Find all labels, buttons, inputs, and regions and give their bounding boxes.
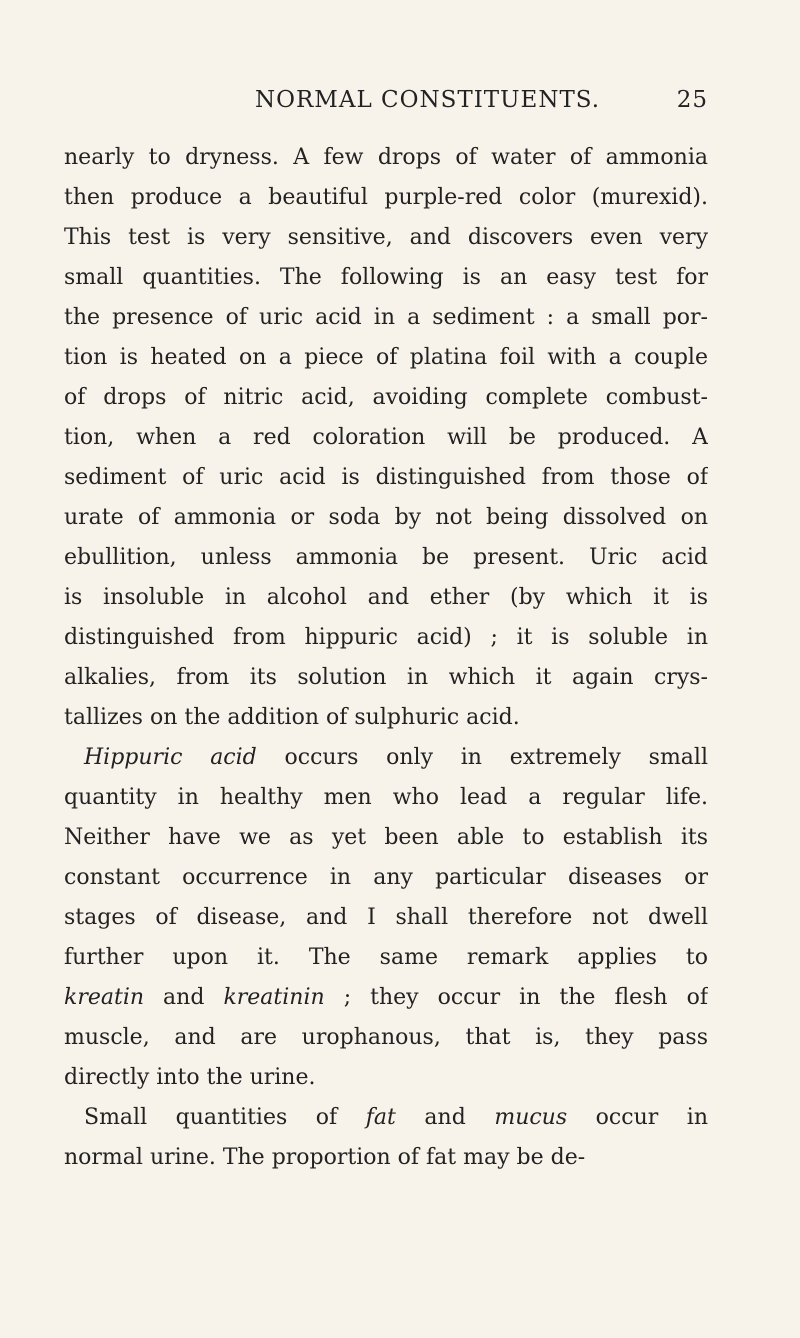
- text-segment: urate of ammonia or soda by not being dissolved on: [64, 505, 708, 530]
- text-line: [64, 898, 708, 938]
- text-segment: nearly to dryness. A few drops of water of ammonia: [64, 145, 708, 170]
- text-line: [64, 298, 708, 338]
- text-line: [64, 218, 708, 258]
- text-segment: tallizes on the addition of sulphuric acid.: [64, 705, 520, 730]
- text-line: [64, 858, 708, 898]
- text-line: [64, 818, 708, 858]
- text-segment: directly into the urine.: [64, 1065, 316, 1090]
- text-segment: and: [395, 1105, 495, 1130]
- text-segment: ebullition, unless ammonia be present. Uric acid: [64, 545, 708, 570]
- text-line: [64, 778, 708, 818]
- text-segment: Small quantities of: [84, 1105, 366, 1130]
- text-line: [64, 618, 708, 658]
- text-segment: then produce a beautiful purple-red color (murexid).: [64, 185, 708, 210]
- italic-term: fat: [365, 1105, 396, 1130]
- text-segment: sediment of uric acid is distinguished from those of: [64, 465, 708, 490]
- text-line: [64, 418, 708, 458]
- text-line: [64, 538, 708, 578]
- page-number: 25: [676, 87, 708, 113]
- text-line: [64, 738, 708, 778]
- text-segment: constant occurrence in any particular diseases or: [64, 865, 708, 890]
- text-segment: distinguished from hippuric acid) ; it is soluble in: [64, 625, 708, 650]
- text-line: [64, 338, 708, 378]
- header-title: NORMAL CONSTITUENTS.: [255, 87, 601, 113]
- text-line: [64, 458, 708, 498]
- text-line: [64, 138, 708, 178]
- text-segment: alkalies, from its solution in which it again crys-: [64, 665, 708, 690]
- body-text: [64, 138, 708, 1178]
- italic-term: kreatinin: [223, 985, 325, 1010]
- running-header: [255, 84, 708, 116]
- text-line: [64, 658, 708, 698]
- text-segment: stages of disease, and I shall therefore not dwell: [64, 905, 708, 930]
- text-segment: This test is very sensitive, and discovers even very: [64, 225, 708, 250]
- text-line: [64, 698, 708, 738]
- text-line: [64, 178, 708, 218]
- text-segment: is insoluble in alcohol and ether (by which it is: [64, 585, 708, 610]
- text-segment: quantity in healthy men who lead a regular life.: [64, 785, 708, 810]
- text-line: [64, 978, 708, 1018]
- text-segment: occur in: [567, 1105, 708, 1130]
- italic-term: Hippuric acid: [84, 745, 257, 770]
- text-segment: the presence of uric acid in a sediment : a small por-: [64, 305, 708, 330]
- text-line: [64, 1058, 708, 1098]
- text-segment: of drops of nitric acid, avoiding complete combust-: [64, 385, 708, 410]
- text-segment: ; they occur in the flesh of: [324, 985, 708, 1010]
- text-line: [64, 258, 708, 298]
- text-segment: tion is heated on a piece of platina foil with a couple: [64, 345, 708, 370]
- text-segment: normal urine. The proportion of fat may be de-: [64, 1145, 586, 1170]
- italic-term: mucus: [494, 1105, 568, 1130]
- text-line: [64, 1018, 708, 1058]
- text-line: [64, 1138, 708, 1178]
- text-segment: and: [144, 985, 224, 1010]
- italic-term: kreatin: [64, 985, 145, 1010]
- text-segment: Neither have we as yet been able to establish its: [64, 825, 708, 850]
- text-line: [64, 938, 708, 978]
- text-line: [64, 1098, 708, 1138]
- text-segment: muscle, and are urophanous, that is, they pass: [64, 1025, 708, 1050]
- text-segment: small quantities. The following is an easy test for: [64, 265, 708, 290]
- text-segment: tion, when a red coloration will be produced. A: [64, 425, 708, 450]
- text-line: [64, 378, 708, 418]
- text-segment: occurs only in extremely small: [256, 745, 708, 770]
- text-line: [64, 498, 708, 538]
- text-line: [64, 578, 708, 618]
- text-segment: further upon it. The same remark applies to: [64, 945, 708, 970]
